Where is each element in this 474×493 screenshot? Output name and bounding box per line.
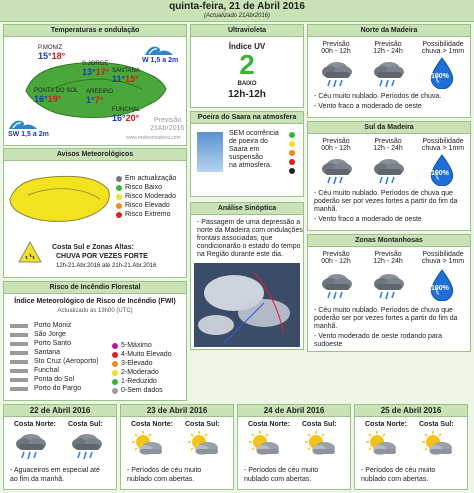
fire-legend-label: 0-Sem dados: [121, 387, 163, 394]
day-text2: nublado com abertas.: [361, 476, 429, 483]
mountains-text2: poderão ser por vezes fortes a partir do fim da: [314, 315, 458, 322]
day-south-label: Costa Sul:: [68, 421, 103, 428]
south-col2: Previsão 12h - 24h: [373, 138, 403, 152]
fire-legend-label: 4-Muito Elevado: [121, 351, 172, 358]
south-text3: manhã.: [314, 206, 338, 213]
fire-legend-label: 3-Elevado: [121, 360, 153, 367]
place-santana: SANTANA 11°15°: [112, 68, 140, 84]
rain-cloud-icon: [320, 271, 354, 301]
legend-updating: Em actualização: [125, 175, 177, 182]
dust-text4: suspensão: [229, 154, 263, 161]
south-panel: [307, 121, 471, 231]
warnings-title: Avisos Meteorológicos: [4, 149, 186, 161]
temperatures-title: Temperaturas e ondulação: [4, 25, 186, 37]
fire-place-label: Ponta do Sol: [34, 376, 75, 383]
legend-extreme: Risco Extremo: [125, 211, 171, 218]
dust-level-black: [289, 168, 295, 174]
day-forecast-card: [237, 404, 351, 490]
header-updated: (Actualizado 21Abr2016): [203, 13, 271, 19]
uv-label: Índice UV: [228, 42, 266, 51]
legend-moderate: Risco Moderado: [125, 193, 176, 200]
south-text4: - Vento fraco a moderado de oeste: [314, 216, 422, 223]
day-text1: - Aguaceiros em especial até: [10, 467, 100, 474]
legend-high: Risco Elevado: [125, 202, 170, 209]
fire-legend-label: 1-Reduzido: [121, 378, 157, 385]
wave-south-label: SW 1,5 a 2m: [8, 131, 49, 138]
fire-place-label: Santana: [34, 349, 61, 356]
synoptic-title: Análise Sinóptica: [191, 203, 303, 215]
fire-level-bar: [10, 360, 28, 364]
mountains-text4: - Vento moderado de oeste rodando para: [314, 333, 443, 340]
south-text2: poderão ser por vezes fortes a partir do fim da: [314, 198, 458, 205]
mountains-text5: sudoeste: [314, 341, 343, 348]
south-title: Sul da Madeira: [308, 122, 470, 134]
page-header: [0, 0, 474, 22]
fire-panel: [3, 281, 187, 401]
day-south-label: Costa Sul:: [302, 421, 337, 428]
south-pct: 100%: [431, 170, 449, 177]
legend-low: Risco Baixo: [125, 184, 162, 191]
fire-legend-dot: [112, 361, 118, 367]
wave-icon: [144, 43, 174, 57]
place-pontadosol: PONTA DO SOL 16°19°: [34, 88, 79, 104]
dust-level-orange: [289, 150, 295, 156]
day-south-label: Costa Sul:: [419, 421, 454, 428]
fire-level-bar: [10, 387, 28, 391]
day-date: 24 de Abril 2016: [238, 405, 350, 417]
satellite-image: [194, 263, 300, 347]
wave-north-label: W 1,5 a 2m: [142, 57, 179, 64]
synoptic-text5: na Região durante este dia.: [197, 251, 284, 258]
dust-text5: na atmosfera.: [229, 162, 272, 169]
dust-level-green: [289, 132, 295, 138]
dust-level-yellow: [289, 141, 295, 147]
rain-cloud-icon: [14, 431, 48, 461]
south-col3: Possibilidade chuva > 1mm: [421, 138, 465, 152]
legend-dot-high: [116, 203, 122, 209]
place-areeiro: AREEIRO 1°7°: [86, 89, 114, 105]
day-text2: nublado com abertas.: [244, 476, 312, 483]
mountains-col2: Previsão 12h - 24h: [373, 251, 403, 265]
fire-place-label: Porto do Pargo: [34, 385, 82, 392]
mountains-title: Zonas Montanhosas: [308, 235, 470, 247]
day-forecast-card: [120, 404, 234, 490]
north-pct: 100%: [431, 73, 449, 80]
day-text2: ao fim da manhã.: [10, 476, 65, 483]
dust-text1: SEM ocorrência: [229, 130, 279, 137]
day-text2: nublado com abertas.: [127, 476, 195, 483]
north-col2: Previsão 12h - 24h: [373, 41, 403, 55]
fire-legend-dot: [112, 370, 118, 376]
north-panel: [307, 24, 471, 118]
mountains-pct: 100%: [431, 285, 449, 292]
warnings-panel: [3, 148, 187, 278]
south-col1: Previsão 00h - 12h: [321, 138, 351, 152]
rain-cloud-icon: [70, 431, 104, 461]
synoptic-text4: condicionarão o estado do tempo: [197, 243, 301, 250]
synoptic-text2: norte da Madeira com ondulações: [197, 227, 303, 234]
fire-legend-dot: [112, 352, 118, 358]
mountains-col1: Previsão 00h - 12h: [321, 251, 351, 265]
sun-cloud-icon: [421, 431, 455, 461]
forecast-date: 21Abr2016: [150, 125, 185, 132]
rain-cloud-icon: [320, 59, 354, 89]
legend-dot-updating: [116, 176, 122, 182]
sun-cloud-icon: [304, 431, 338, 461]
fire-legend-dot: [112, 343, 118, 349]
synoptic-panel: [190, 202, 304, 350]
north-text1: - Céu muito nublado. Períodos de chuva.: [314, 93, 442, 100]
fire-level-bar: [10, 342, 28, 346]
warning-rain-icon: [18, 241, 42, 263]
day-date: 22 de Abril 2016: [4, 405, 116, 417]
north-title: Norte da Madeira: [308, 25, 470, 37]
uv-panel: [190, 24, 304, 108]
sun-cloud-icon: [248, 431, 282, 461]
day-north-label: Costa Norte:: [248, 421, 291, 428]
day-date: 23 de Abril 2016: [121, 405, 233, 417]
uv-hours: 12h-12h: [228, 89, 266, 100]
fire-place-label: Sto Cruz (Aeroporto): [34, 358, 99, 365]
day-date: 25 de Abril 2016: [355, 405, 467, 417]
day-forecast-card: [354, 404, 468, 490]
place-funchal: FUNCHAL 16°20°: [112, 107, 141, 123]
fire-level-bar: [10, 378, 28, 382]
dust-text3: Saara em: [229, 146, 260, 153]
sun-cloud-icon: [187, 431, 221, 461]
day-south-label: Costa Sul:: [185, 421, 220, 428]
day-text1: - Períodos de céu muito: [244, 467, 319, 474]
north-text2: - Vento fraco a moderado de oeste: [314, 103, 422, 110]
temperatures-panel: [3, 24, 187, 146]
north-col1: Previsão 00h - 12h: [321, 41, 351, 55]
day-north-label: Costa Norte:: [14, 421, 57, 428]
fire-place-label: Porto Santo: [34, 340, 71, 347]
day-text1: - Períodos de céu muito: [361, 467, 436, 474]
dust-text2: de poeira do: [229, 138, 268, 145]
legend-dot-extreme: [116, 212, 122, 218]
site-credit: www.meteomadeira.com: [126, 135, 181, 141]
warning-line3: 12h-21.Abr.2016 até 21h-21.Abr.2016: [56, 263, 157, 269]
mountains-text3: manhã.: [314, 323, 338, 330]
rain-cloud-icon: [372, 271, 406, 301]
mountains-col3: Possibilidade chuva > 1mm: [421, 251, 465, 265]
rain-cloud-icon: [320, 156, 354, 186]
dust-panel: [190, 111, 304, 197]
day-forecast-card: [3, 404, 117, 490]
header-date: quinta-feira, 21 de Abril 2016: [169, 1, 305, 12]
south-text1: - Céu muito nublado. Períodos de chuva que: [314, 190, 453, 197]
uv-title: Ultravioleta: [191, 25, 303, 37]
day-north-label: Costa Norte:: [365, 421, 408, 428]
fire-legend-dot: [112, 388, 118, 394]
fire-level-bar: [10, 351, 28, 355]
fire-place-label: Funchal: [34, 367, 59, 374]
day-north-label: Costa Norte:: [131, 421, 174, 428]
mountains-text1: - Céu muito nublado. Períodos de chuva que: [314, 307, 453, 314]
fire-level-bar: [10, 333, 28, 337]
uv-value: 2: [239, 49, 255, 80]
legend-dot-moderate: [116, 194, 122, 200]
day-text1: - Períodos de céu muito: [127, 467, 202, 474]
place-sjorge: S.JORGE 13°17°: [82, 61, 110, 77]
fire-subtitle: Índice Meteorológico de Risco de Incêndio (FWI): [14, 298, 176, 305]
sun-cloud-icon: [131, 431, 165, 461]
warnings-map: [8, 169, 112, 227]
wave-icon: [8, 117, 38, 131]
fire-title: Risco de Incêndio Florestal: [4, 282, 186, 294]
sun-cloud-icon: [365, 431, 399, 461]
synoptic-text3: frontais associadas, que: [197, 235, 273, 242]
fire-place-label: Porto Moniz: [34, 322, 72, 329]
fire-level-bar: [10, 369, 28, 373]
rain-cloud-icon: [372, 156, 406, 186]
fire-legend-label: 5-Máximo: [121, 342, 152, 349]
warning-line1: Costa Sul e Zonas Altas:: [52, 244, 134, 251]
fire-updated: Actualizado às 13h00 (UTC): [57, 308, 133, 314]
synoptic-text1: - Passagem de uma depressão a: [197, 219, 301, 226]
fire-legend-label: 2-Moderado: [121, 369, 159, 376]
uv-level: BAIXO: [237, 81, 257, 87]
fire-level-bar: [10, 324, 28, 328]
sky-image: [197, 132, 223, 172]
legend-dot-low: [116, 185, 122, 191]
place-pmoniz: P.MONIZ 15°18°: [38, 45, 66, 61]
dust-level-red: [289, 159, 295, 165]
fire-legend-dot: [112, 379, 118, 385]
mountains-panel: [307, 234, 471, 352]
rain-cloud-icon: [372, 59, 406, 89]
fire-place-label: São Jorge: [34, 331, 66, 338]
warning-line2: CHUVA POR VEZES FORTE: [56, 253, 148, 260]
north-col3: Possibilidade chuva > 1mm: [421, 41, 465, 55]
forecast-label: Previsão: [154, 117, 182, 124]
dust-title: Poeira do Saara na atmosfera: [191, 112, 303, 124]
